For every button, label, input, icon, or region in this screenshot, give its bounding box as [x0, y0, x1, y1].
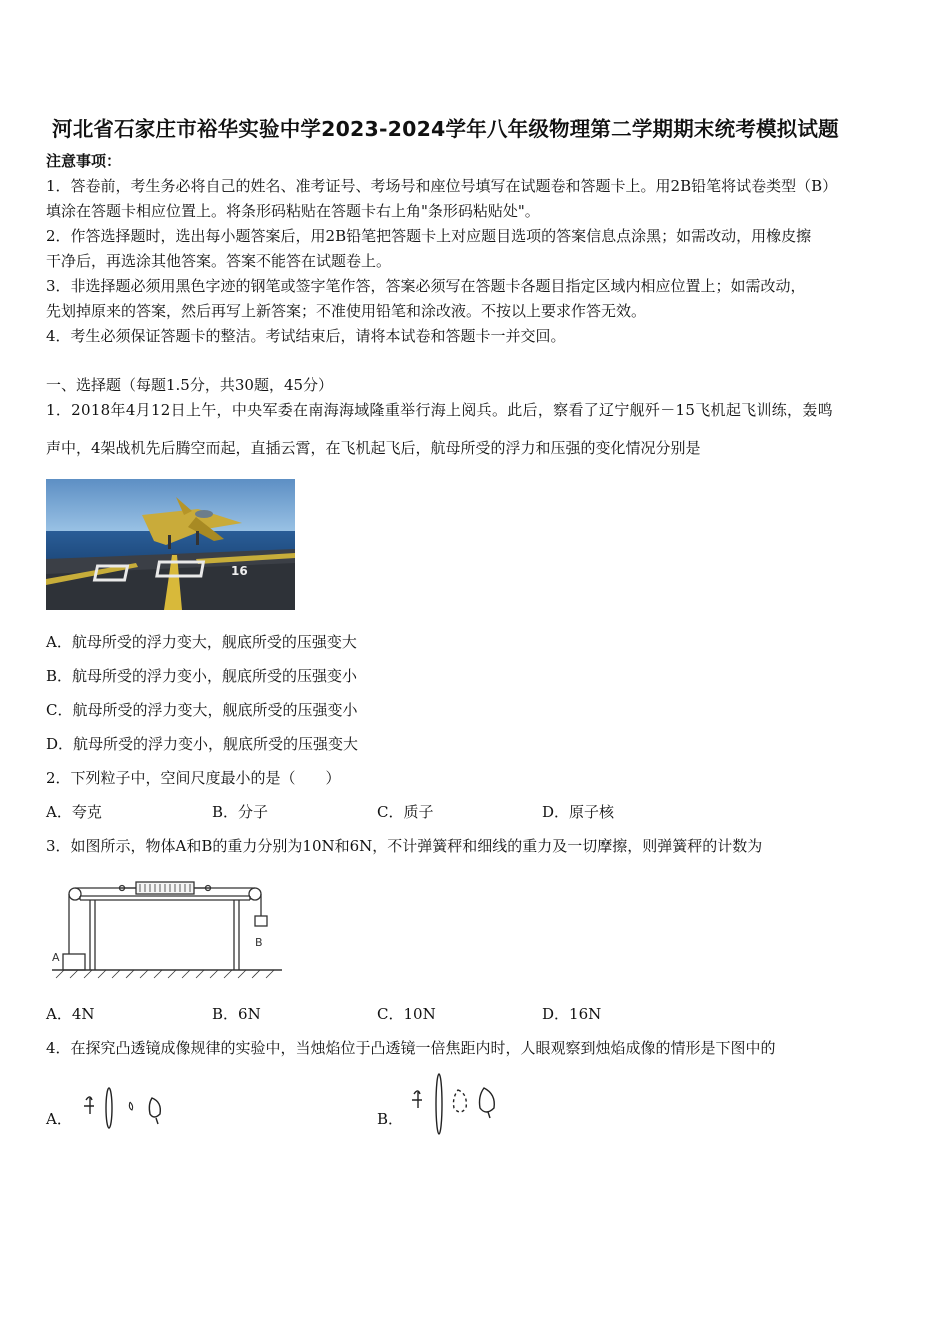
q2-option-d: D．原子核 [542, 803, 615, 821]
spring-scale-diagram [50, 878, 290, 990]
q1-stem-line2: 声中，4架战机先后腾空而起，直插云霄，在飞机起飞后，航母所受的浮力和压强的变化情况分别是 [46, 439, 701, 457]
q4-option-b-label: B． [377, 1110, 404, 1128]
lens-candle-illustration-b [406, 1068, 506, 1140]
q3-option-b: B．6N [212, 1005, 261, 1023]
q2-option-b: B．分子 [212, 803, 269, 821]
q1-option-a: A．航母所受的浮力变大，舰底所受的压强变大 [46, 633, 357, 651]
svg-text:16: 16 [231, 564, 248, 578]
q2-stem: 2．下列粒子中，空间尺度最小的是（ ） [46, 769, 341, 787]
carrier-jet-illustration [46, 479, 295, 610]
q1-option-b: B．航母所受的浮力变小，舰底所受的压强变小 [46, 667, 358, 685]
q1-option-c: C．航母所受的浮力变大，舰底所受的压强变小 [46, 701, 358, 719]
page-title: 河北省石家庄市裕华实验中学2023-2024学年八年级物理第二学期期末统考模拟试题 [52, 117, 839, 141]
label-b: B [255, 936, 263, 949]
lens-candle-illustration-a [76, 1074, 176, 1144]
q4-option-a-figure [76, 1074, 176, 1144]
section-heading: 一、选择题（每题1.5分，共30题，45分） [46, 376, 334, 394]
q4-option-b-figure [406, 1068, 506, 1140]
q3-stem: 3．如图所示，物体A和B的重力分别为10N和6N，不计弹簧秤和细线的重力及一切摩擦，则弹簧秤的计数为 [46, 837, 763, 855]
notice-line: 先划掉原来的答案，然后再写上新答案；不准使用铅笔和涂改液。不按以上要求作答无效。 [46, 302, 647, 320]
notice-line: 4．考生必须保证答题卡的整洁。考试结束后，请将本试卷和答题卡一并交回。 [46, 327, 566, 345]
notice-line: 1．答卷前，考生务必将自己的姓名、准考证号、考场号和座位号填写在试题卷和答题卡上。用2B铅笔将试卷类型（B） [46, 177, 838, 195]
q4-option-a-label: A． [46, 1110, 72, 1128]
q3-option-d: D．16N [542, 1005, 602, 1023]
q3-option-c: C．10N [377, 1005, 436, 1023]
notice-line: 3．非选择题必须用黑色字迹的钢笔或签字笔作答，答案必须写在答题卡各题目指定区域内相应位置上；如需改动， [46, 277, 806, 295]
pulley-apparatus-illustration [50, 878, 290, 990]
q2-option-c: C．质子 [377, 803, 434, 821]
label-a: A [52, 951, 60, 964]
q2-option-a: A．夸克 [46, 803, 102, 821]
notice-heading: 注意事项： [46, 152, 122, 170]
q3-option-a: A．4N [46, 1005, 95, 1023]
q4-stem: 4．在探究凸透镜成像规律的实验中，当烛焰位于凸透镜一倍焦距内时，人眼观察到烛焰成像的情形是下图中的 [46, 1039, 776, 1057]
q1-stem-line1: 1．2018年4月12日上午，中央军委在南海海域隆重举行海上阅兵。此后，察看了辽宁舰歼－15飞机起飞训练，轰鸣 [46, 401, 833, 419]
carrier-jet-photo [46, 479, 295, 610]
q1-option-d: D．航母所受的浮力变小，舰底所受的压强变大 [46, 735, 359, 753]
notice-line: 2．作答选择题时，选出每小题答案后，用2B铅笔把答题卡上对应题目选项的答案信息点涂黑；如需改动，用橡皮擦 [46, 227, 812, 245]
notice-line: 干净后，再选涂其他答案。答案不能答在试题卷上。 [46, 252, 392, 270]
notice-line: 填涂在答题卡相应位置上。将条形码粘贴在答题卡右上角"条形码粘贴处"。 [46, 202, 540, 220]
